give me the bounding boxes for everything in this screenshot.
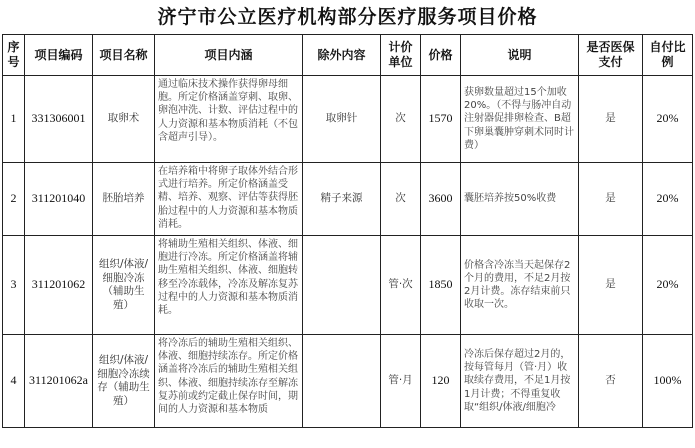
header-exclude: 除外内容	[303, 35, 381, 76]
cell-note: 价格含冷冻当天起保存2个月的费用，不足2月按2月计费。冻存结束前只收取一次。	[461, 236, 579, 335]
cell-content: 通过临床技术操作获得卵母细胞。所定价格涵盖穿刺、取卵、卵泡冲洗、计数、评估过程中的人力资源和基本物质消耗（不包含超声引导）。	[155, 76, 303, 163]
header-self-pay: 自付比例	[643, 35, 693, 76]
cell-exclude	[303, 335, 381, 428]
header-content: 项目内涵	[155, 35, 303, 76]
cell-code: 311201040	[25, 163, 93, 236]
cell-unit: 次	[381, 163, 421, 236]
cell-unit: 管·月	[381, 335, 421, 428]
cell-price: 1570	[421, 76, 461, 163]
cell-insurance: 是	[579, 163, 643, 236]
cell-code: 311201062a	[25, 335, 93, 428]
cell-insurance: 否	[579, 335, 643, 428]
cell-code: 331306001	[25, 76, 93, 163]
cell-name: 取卵术	[93, 76, 155, 163]
cell-unit: 管·次	[381, 236, 421, 335]
cell-name: 组织/体液/细胞冷冻续存（辅助生殖）	[93, 335, 155, 428]
cell-note: 囊胚培养按50%收费	[461, 163, 579, 236]
table-row	[3, 163, 693, 236]
cell-exclude: 取卵针	[303, 76, 381, 163]
table-row	[3, 335, 693, 428]
cell-name: 胚胎培养	[93, 163, 155, 236]
cell-seq: 1	[3, 76, 25, 163]
cell-price: 120	[421, 335, 461, 428]
table-header-row	[3, 35, 693, 76]
price-table	[2, 34, 693, 428]
table-row	[3, 76, 693, 163]
cell-exclude: 精子来源	[303, 163, 381, 236]
cell-price: 1850	[421, 236, 461, 335]
header-name: 项目名称	[93, 35, 155, 76]
cell-name: 组织/体液/细胞冷冻（辅助生殖）	[93, 236, 155, 335]
table-row	[3, 236, 693, 335]
cell-self-pay: 20%	[643, 236, 693, 335]
cell-self-pay: 20%	[643, 163, 693, 236]
cell-self-pay: 20%	[643, 76, 693, 163]
cell-seq: 2	[3, 163, 25, 236]
cell-seq: 4	[3, 335, 25, 428]
cell-code: 311201062	[25, 236, 93, 335]
header-code: 项目编码	[25, 35, 93, 76]
cell-insurance: 是	[579, 76, 643, 163]
cell-note: 获卵数量超过15个加收20%。（不得与肠冲自动注射器促排卵检查、B超下卵巢囊肿穿刺术同时计费）	[461, 76, 579, 163]
cell-content: 将冷冻后的辅助生殖相关组织、体液、细胞持续冻存。所定价格涵盖将冷冻后的辅助生殖相关组织、体液、细胞持续冻存至解冻复苏前或约定截止保存时间，期间的人力资源和基本物质	[155, 335, 303, 428]
cell-self-pay: 100%	[643, 335, 693, 428]
cell-unit: 次	[381, 76, 421, 163]
header-seq: 序号	[3, 35, 25, 76]
cell-content: 将辅助生殖相关组织、体液、细胞进行冷冻。所定价格涵盖将辅助生殖相关组织、体液、细胞转移至冷冻载体，冷冻及解冻复苏过程中的人力资源和基本物质消耗。	[155, 236, 303, 335]
header-price: 价格	[421, 35, 461, 76]
cell-note: 冷冻后保存超过2月的，按每管每月（管·月）收取续存费用，不足1月按1月计费；不得重复收取“组织/体液/细胞冷	[461, 335, 579, 428]
cell-insurance: 是	[579, 236, 643, 335]
cell-exclude	[303, 236, 381, 335]
page-title: 济宁市公立医疗机构部分医疗服务项目价格	[157, 6, 538, 28]
cell-price: 3600	[421, 163, 461, 236]
cell-content: 在培养箱中将卵子取体外结合形式进行培养。所定价格涵盖受精、培养、观察、评估等获得胚胎过程中的人力资源和基本物质消耗。	[155, 163, 303, 236]
header-unit: 计价单位	[381, 35, 421, 76]
header-insurance: 是否医保支付	[579, 35, 643, 76]
cell-seq: 3	[3, 236, 25, 335]
header-note: 说明	[461, 35, 579, 76]
